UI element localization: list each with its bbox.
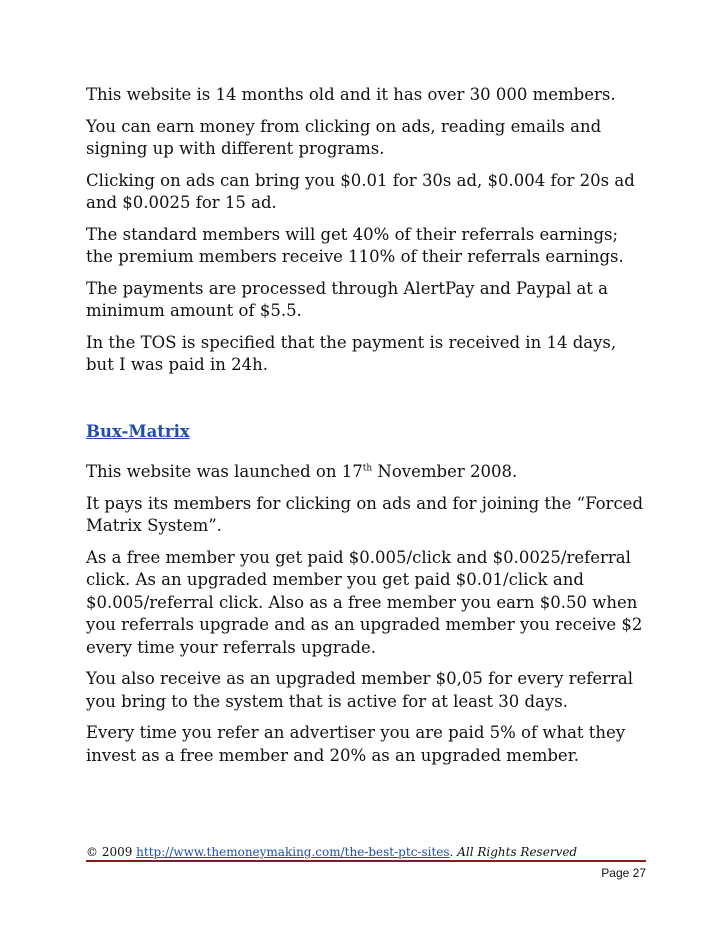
paragraph-referrals: The standard members will get 40% of their referrals earnings; the premium members receive 110% of their referrals earnings. (86, 224, 624, 266)
paragraph-age: This website is 14 months old and it has over 30 000 members. (86, 85, 616, 104)
copyright-text: © 2009 (86, 845, 137, 859)
paragraph-tos: In the TOS is specified that the payment is received in 14 days, but I was paid in 24h. (86, 332, 617, 374)
paragraph-pays: It pays its members for clicking on ads and for joining the “Forced Matrix System”. (86, 493, 644, 535)
paragraph-ad-rates: Clicking on ads can bring you $0.01 for 30s ad, $0.004 for 20s ad and $0.0025 for 15 ad. (86, 170, 635, 212)
page-number: Page 27 (601, 866, 646, 880)
rights-reserved: All Rights Reserved (457, 845, 578, 859)
paragraph-earn: You can earn money from clicking on ads, reading emails and signing up with different programs. (86, 116, 602, 158)
paragraph-payments: The payments are processed through AlertPay and Paypal at a minimum amount of $5.5. (86, 278, 609, 320)
launch-superscript: th (362, 463, 373, 474)
launch-suffix: November 2008. (372, 462, 518, 481)
section-heading-bux-matrix[interactable]: Bux-Matrix (86, 421, 190, 441)
footer-rule (86, 860, 646, 862)
paragraph-member-rates: As a free member you get paid $0.005/click and $0.0025/referral click. As an upgraded member you get paid $0.01/click and $0.005/referral click. Also as a free member you earn $0.50 when you referrals upgrade and as an upgraded member you receive $2 every time your referrals upgrade. (86, 547, 643, 657)
footer-link[interactable]: http://www.themoneymaking.com/the-best-ptc-sites (136, 845, 450, 859)
paragraph-advertiser: Every time you refer an advertiser you are paid 5% of what they invest as a free member and 20% as an upgraded member. (86, 723, 626, 765)
footer-copyright (86, 844, 646, 860)
paragraph-upgraded-bonus: You also receive as an upgraded member $0,05 for every referral you bring to the system that is active for at least 30 days. (86, 669, 634, 711)
paragraph-launch (86, 461, 646, 484)
launch-prefix: This website was launched on 17 (86, 462, 363, 481)
section-heading-wrap (86, 421, 646, 458)
page-body (86, 84, 646, 776)
section-gap (86, 386, 646, 421)
footer-period: . (449, 845, 458, 859)
